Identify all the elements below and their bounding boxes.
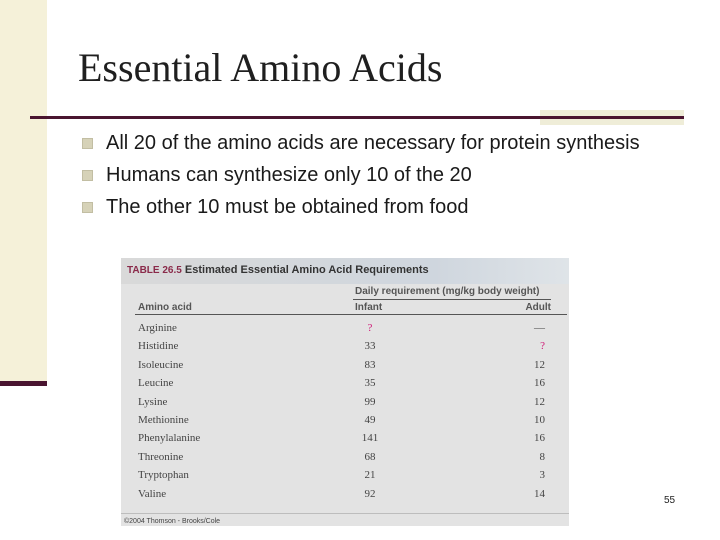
table-label: TABLE 26.5 xyxy=(127,265,182,276)
cell-amino-acid: Valine xyxy=(138,487,167,500)
column-header-amino-acid: Amino acid xyxy=(138,302,192,313)
square-bullet-icon xyxy=(82,170,93,181)
cell-infant: 92 xyxy=(364,487,376,500)
cell-infant: 99 xyxy=(364,395,376,408)
table-row xyxy=(121,375,569,393)
bullet-text: Humans can synthesize only 10 of the 20 xyxy=(106,164,472,186)
table-row xyxy=(121,338,569,356)
header-rule xyxy=(135,314,567,315)
cell-adult: ? xyxy=(540,340,545,353)
bullet-item xyxy=(82,163,682,187)
cell-amino-acid: Tryptophan xyxy=(138,469,189,482)
square-bullet-icon xyxy=(82,138,93,149)
column-header-adult: Adult xyxy=(525,302,551,313)
cell-adult: 3 xyxy=(539,469,545,482)
cell-amino-acid: Threonine xyxy=(138,450,184,463)
bullet-text: All 20 of the amino acids are necessary for protein synthesis xyxy=(106,132,640,154)
amino-acid-table-figure xyxy=(121,258,569,526)
title-rule xyxy=(30,116,684,119)
spanner-rule xyxy=(353,299,551,300)
bullet-text: The other 10 must be obtained from food xyxy=(106,196,469,218)
cell-infant: 33 xyxy=(364,340,376,353)
cell-infant: 49 xyxy=(364,413,376,426)
cell-adult: 10 xyxy=(534,413,545,426)
cell-amino-acid: Phenylalanine xyxy=(138,432,201,445)
table-credit: ©2004 Thomson - Brooks/Cole xyxy=(124,518,221,525)
cell-adult: 12 xyxy=(534,395,545,408)
cell-infant: 35 xyxy=(364,377,376,390)
cell-infant: 68 xyxy=(364,450,376,463)
cell-amino-acid: Leucine xyxy=(138,377,174,390)
table-caption: Estimated Essential Amino Acid Requirements xyxy=(184,264,429,276)
table-row xyxy=(121,394,569,412)
bullet-item xyxy=(82,131,682,155)
slide-title: Essential Amino Acids xyxy=(78,45,443,90)
table-row xyxy=(121,357,569,375)
cell-infant: ? xyxy=(367,322,373,334)
table-row xyxy=(121,449,569,467)
cell-adult: 12 xyxy=(534,358,545,371)
table-footer-rule xyxy=(121,513,569,514)
column-spanner: Daily requirement (mg/kg body weight) xyxy=(355,286,540,297)
cell-amino-acid: Isoleucine xyxy=(138,358,184,371)
cell-adult: 14 xyxy=(534,487,545,500)
cell-adult: 16 xyxy=(534,432,545,445)
table-row xyxy=(121,430,569,448)
square-bullet-icon xyxy=(82,202,93,213)
table-body xyxy=(121,320,569,504)
table-header-band xyxy=(121,258,569,284)
cell-infant: 21 xyxy=(364,469,376,482)
table-row xyxy=(121,412,569,430)
table-title xyxy=(127,264,429,276)
table-row xyxy=(121,320,569,338)
table-row xyxy=(121,467,569,485)
cell-adult: 8 xyxy=(539,450,545,463)
cell-adult: — xyxy=(534,322,545,334)
sidebar-underline xyxy=(0,381,47,386)
cell-amino-acid: Arginine xyxy=(138,322,177,334)
cell-adult: 16 xyxy=(534,377,545,390)
left-sidebar-decoration xyxy=(0,0,47,386)
cell-infant: 83 xyxy=(364,358,376,371)
bullet-item xyxy=(82,195,682,219)
cell-amino-acid: Histidine xyxy=(138,340,179,353)
cell-amino-acid: Methionine xyxy=(138,413,189,426)
column-header-infant: Infant xyxy=(355,302,383,313)
bullet-list xyxy=(82,131,682,227)
cell-amino-acid: Lysine xyxy=(138,395,168,408)
page-number: 55 xyxy=(664,495,676,506)
table-row xyxy=(121,486,569,504)
cell-infant: 141 xyxy=(361,432,379,445)
